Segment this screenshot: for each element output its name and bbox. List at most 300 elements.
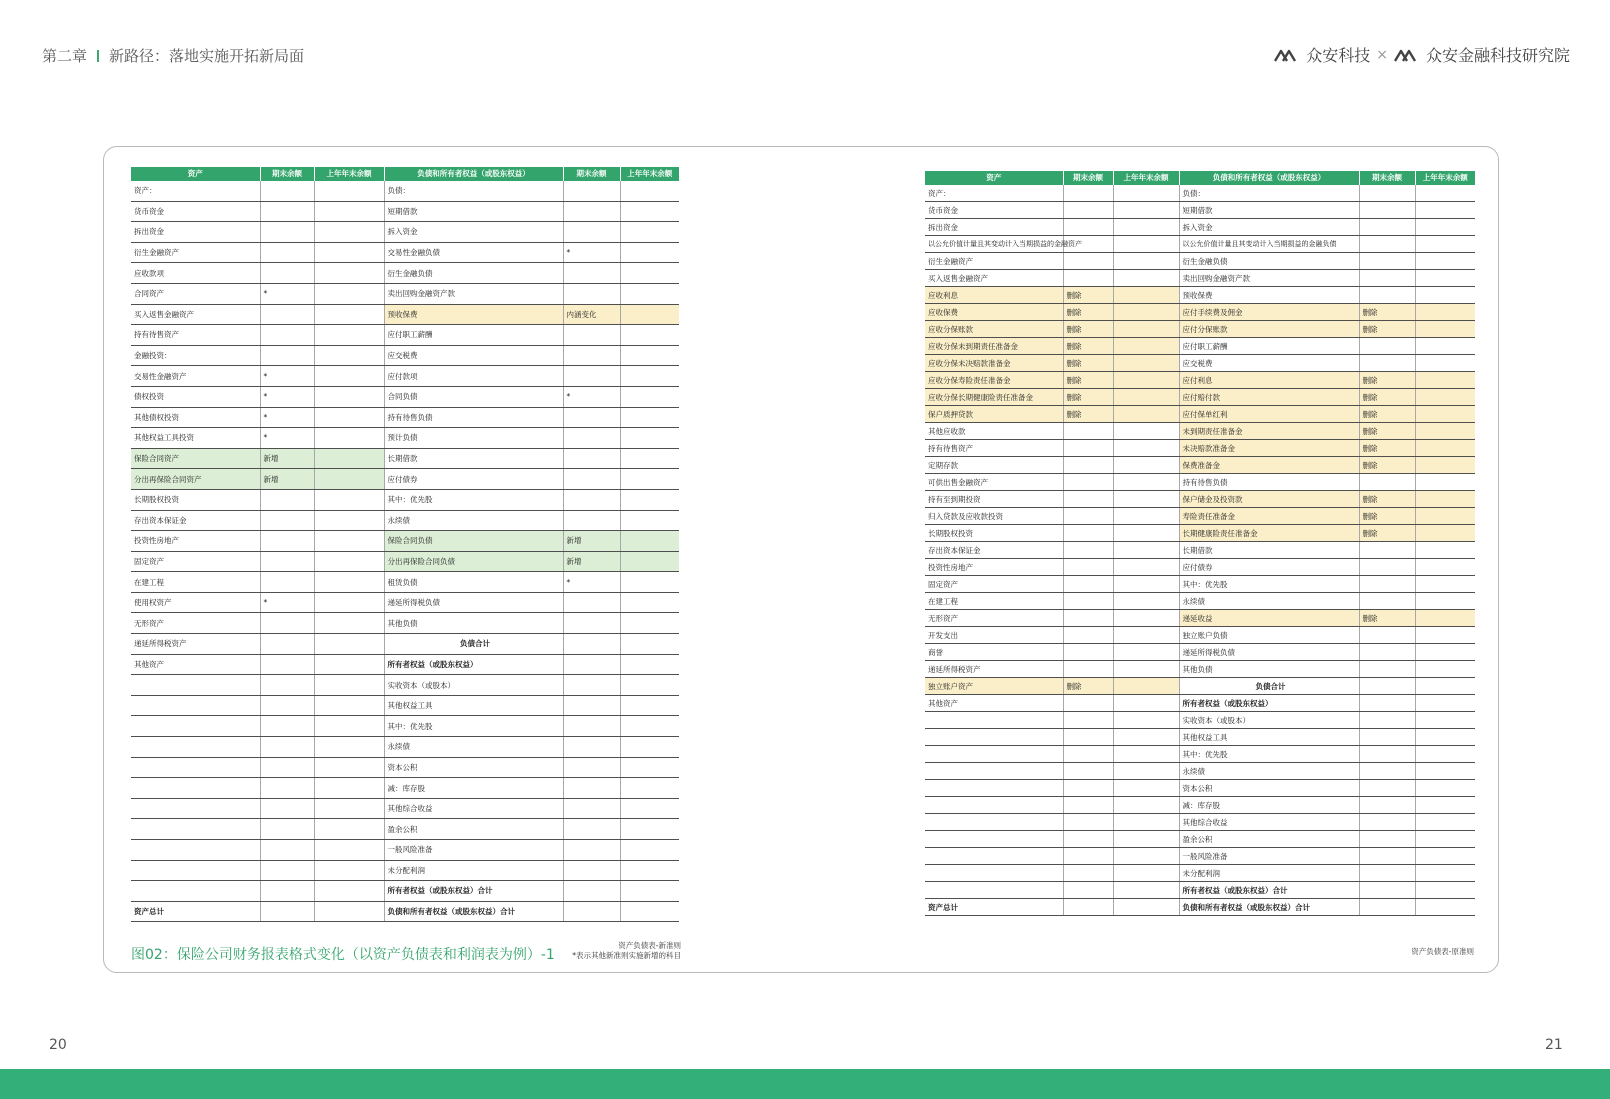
- table-cell: [1063, 695, 1113, 712]
- table-row: [925, 440, 1475, 457]
- table-cell: [1113, 525, 1179, 542]
- table-cell: [1415, 712, 1475, 729]
- table-cell: [1113, 304, 1179, 321]
- table-cell: [260, 716, 314, 737]
- table-cell: [620, 737, 679, 758]
- table-cell: [1359, 831, 1415, 848]
- table-cell: [131, 737, 260, 758]
- table-cell: [1415, 389, 1475, 406]
- table-row: [925, 287, 1475, 304]
- table-cell: [563, 222, 620, 243]
- table-cell: [1113, 593, 1179, 610]
- table-row: [925, 610, 1475, 627]
- table-cell: 新增: [260, 448, 314, 469]
- table-cell: 使用权资产: [131, 592, 260, 613]
- table-row: [131, 860, 679, 881]
- table-row: [131, 654, 679, 675]
- table-cell: [1063, 423, 1113, 440]
- table-row: [131, 840, 679, 861]
- column-header: 资产: [925, 171, 1063, 185]
- table-cell: [314, 283, 384, 304]
- table-cell: [620, 778, 679, 799]
- table-cell: [1415, 372, 1475, 389]
- column-header: 期末余额: [563, 167, 620, 181]
- table-cell: 长期股权投资: [131, 489, 260, 510]
- table-cell: [1113, 661, 1179, 678]
- page-number-left: 20: [49, 1037, 67, 1053]
- table-cell: 寿险责任准备金: [1179, 508, 1359, 525]
- table-row: [131, 675, 679, 696]
- table-cell: [1359, 678, 1415, 695]
- table-cell: [1113, 559, 1179, 576]
- table-cell: 短期借款: [384, 201, 563, 222]
- table-cell: 删除: [1359, 423, 1415, 440]
- table-cell: [1415, 236, 1475, 253]
- table-cell: [1415, 423, 1475, 440]
- table-cell: [563, 181, 620, 201]
- table-row: [131, 695, 679, 716]
- table-cell: [1063, 440, 1113, 457]
- table-cell: [1113, 491, 1179, 508]
- table-cell: [260, 778, 314, 799]
- table-cell: 应交税费: [1179, 355, 1359, 372]
- table-row: [131, 345, 679, 366]
- table-cell: 一般风险准备: [1179, 848, 1359, 865]
- table-row: [925, 661, 1475, 678]
- table-cell: [563, 469, 620, 490]
- table-cell: [314, 819, 384, 840]
- table-cell: [563, 448, 620, 469]
- table-cell: [260, 798, 314, 819]
- column-header: 负债和所有者权益（或股东权益）: [1179, 171, 1359, 185]
- table-cell: [260, 345, 314, 366]
- table-cell: [1415, 814, 1475, 831]
- table-cell: [314, 181, 384, 201]
- left-table-source-note: 资产负债表-新准则: [618, 941, 681, 950]
- table-cell: [260, 675, 314, 696]
- table-cell: 实收资本（或股本）: [384, 675, 563, 696]
- table-cell: 预计负债: [384, 428, 563, 449]
- table-cell: [620, 345, 679, 366]
- table-cell: [1359, 729, 1415, 746]
- table-row: [925, 746, 1475, 763]
- table-row: [925, 576, 1475, 593]
- table-cell: 未分配利润: [384, 860, 563, 881]
- table-header-row: [131, 167, 679, 181]
- table-cell: [1415, 406, 1475, 423]
- table-cell: [1113, 253, 1179, 270]
- table-cell: [260, 757, 314, 778]
- table-cell: 以公允价值计量且其变动计入当期损益的金融负债: [1179, 236, 1359, 253]
- table-cell: [131, 860, 260, 881]
- table-cell: 应收分保账款: [925, 321, 1063, 338]
- brand-zhongan-tech: 众安科技: [1306, 46, 1371, 65]
- table-cell: [620, 304, 679, 325]
- table-cell: [131, 798, 260, 819]
- table-cell: 应收分保未决赔款准备金: [925, 355, 1063, 372]
- table-cell: [1063, 559, 1113, 576]
- table-cell: 持有待售资产: [925, 440, 1063, 457]
- table-cell: [260, 181, 314, 201]
- table-cell: [260, 201, 314, 222]
- table-cell: [260, 819, 314, 840]
- table-cell: [563, 489, 620, 510]
- table-cell: [620, 881, 679, 902]
- table-cell: 应付利息: [1179, 372, 1359, 389]
- table-cell: [1113, 287, 1179, 304]
- table-cell: 应收保费: [925, 304, 1063, 321]
- table-cell: 预收保费: [1179, 287, 1359, 304]
- table-cell: 卖出回购金融资产款: [384, 283, 563, 304]
- table-cell: [620, 572, 679, 593]
- table-cell: [1359, 661, 1415, 678]
- table-cell: [1113, 440, 1179, 457]
- table-cell: 衍生金融资产: [925, 253, 1063, 270]
- table-row: [925, 865, 1475, 882]
- table-cell: [620, 222, 679, 243]
- table-row: [925, 848, 1475, 865]
- table-cell: [1415, 610, 1475, 627]
- table-cell: [1359, 712, 1415, 729]
- table-row: [925, 508, 1475, 525]
- table-cell: [314, 345, 384, 366]
- table-cell: [563, 283, 620, 304]
- table-cell: 所有者权益（或股东权益）: [384, 654, 563, 675]
- table-row: [925, 219, 1475, 236]
- table-cell: 未到期责任准备金: [1179, 423, 1359, 440]
- table-cell: [563, 819, 620, 840]
- table-cell: 其中：优先股: [1179, 576, 1359, 593]
- table-cell: 持有待售负债: [1179, 474, 1359, 491]
- table-cell: [260, 695, 314, 716]
- table-cell: [1113, 678, 1179, 695]
- chapter-header: [42, 45, 304, 66]
- table-row: [925, 729, 1475, 746]
- table-cell: [131, 716, 260, 737]
- zhongan-logo-icon: [1274, 47, 1300, 63]
- table-cell: [1063, 644, 1113, 661]
- table-row: [925, 559, 1475, 576]
- table-cell: 衍生金融负债: [384, 263, 563, 284]
- table-cell: [1063, 185, 1113, 202]
- table-cell: *: [260, 592, 314, 613]
- table-row: [925, 321, 1475, 338]
- table-cell: 其他负债: [384, 613, 563, 634]
- table-cell: [1359, 780, 1415, 797]
- table-cell: [1359, 797, 1415, 814]
- table-cell: 拆出资金: [131, 222, 260, 243]
- table-row: [131, 283, 679, 304]
- table-cell: [1359, 865, 1415, 882]
- table-cell: 所有者权益（或股东权益）合计: [1179, 882, 1359, 899]
- table-cell: 租赁负债: [384, 572, 563, 593]
- table-cell: 其他资产: [925, 695, 1063, 712]
- column-header: 上年年末余额: [1415, 171, 1475, 185]
- table-cell: [563, 263, 620, 284]
- table-cell: [1359, 695, 1415, 712]
- table-cell: [1063, 474, 1113, 491]
- table-row: [131, 613, 679, 634]
- table-cell: 删除: [1359, 372, 1415, 389]
- table-cell: 应付债券: [1179, 559, 1359, 576]
- table-cell: 负债合计: [1179, 678, 1359, 695]
- left-table-asterisk-note: *表示其他新准则实施新增的科目: [572, 951, 681, 960]
- table-cell: [1113, 202, 1179, 219]
- table-cell: [1415, 763, 1475, 780]
- table-cell: [1359, 185, 1415, 202]
- table-cell: 货币资金: [131, 201, 260, 222]
- table-cell: [1415, 491, 1475, 508]
- table-cell: 交易性金融负债: [384, 242, 563, 263]
- table-cell: [1063, 746, 1113, 763]
- table-cell: [314, 448, 384, 469]
- table-cell: 资产总计: [131, 901, 260, 922]
- table-row: [131, 901, 679, 922]
- table-cell: 其他应收款: [925, 423, 1063, 440]
- table-cell: [260, 263, 314, 284]
- table-cell: [1063, 831, 1113, 848]
- table-cell: [260, 222, 314, 243]
- table-cell: [314, 654, 384, 675]
- table-cell: [314, 263, 384, 284]
- table-cell: [1063, 780, 1113, 797]
- brand-institute: 众安金融科技研究院: [1425, 46, 1570, 65]
- table-cell: [1359, 848, 1415, 865]
- table-cell: [1415, 627, 1475, 644]
- table-cell: [1063, 219, 1113, 236]
- table-cell: 商誉: [925, 644, 1063, 661]
- table-cell: 金融投资：: [131, 345, 260, 366]
- table-row: [131, 201, 679, 222]
- table-cell: [1113, 219, 1179, 236]
- table-cell: [563, 860, 620, 881]
- table-cell: [1359, 644, 1415, 661]
- table-row: [925, 406, 1475, 423]
- table-cell: [925, 848, 1063, 865]
- table-cell: [620, 201, 679, 222]
- table-cell: [1359, 746, 1415, 763]
- table-cell: [1359, 542, 1415, 559]
- table-cell: 删除: [1063, 678, 1113, 695]
- table-cell: [131, 695, 260, 716]
- table-cell: [314, 531, 384, 552]
- table-cell: [1113, 644, 1179, 661]
- table-cell: [1415, 185, 1475, 202]
- table-row: [131, 737, 679, 758]
- table-cell: [620, 325, 679, 346]
- table-cell: 实收资本（或股本）: [1179, 712, 1359, 729]
- table-cell: 所有者权益（或股东权益）: [1179, 695, 1359, 712]
- table-cell: [1359, 559, 1415, 576]
- table-cell: 资产：: [925, 185, 1063, 202]
- table-cell: [1415, 202, 1475, 219]
- table-cell: [1113, 508, 1179, 525]
- table-cell: 合同资产: [131, 283, 260, 304]
- table-cell: 长期健康险责任准备金: [1179, 525, 1359, 542]
- table-cell: [925, 763, 1063, 780]
- table-row: [925, 338, 1475, 355]
- table-cell: 删除: [1063, 287, 1113, 304]
- table-cell: [1359, 236, 1415, 253]
- table-cell: 保险合同负债: [384, 531, 563, 552]
- table-row: [131, 881, 679, 902]
- table-row: [131, 469, 679, 490]
- table-cell: [1113, 338, 1179, 355]
- table-row: [131, 634, 679, 655]
- table-cell: [1415, 559, 1475, 576]
- table-cell: 独立账户资产: [925, 678, 1063, 695]
- column-header: 上年年末余额: [620, 167, 679, 181]
- table-cell: 删除: [1359, 508, 1415, 525]
- table-row: [925, 797, 1475, 814]
- table-row: [925, 423, 1475, 440]
- table-row: [925, 627, 1475, 644]
- table-cell: [563, 654, 620, 675]
- table-cell: [1415, 355, 1475, 372]
- table-cell: [1415, 508, 1475, 525]
- table-cell: [563, 428, 620, 449]
- table-cell: [563, 778, 620, 799]
- table-cell: 其中：优先股: [1179, 746, 1359, 763]
- table-cell: 无形资产: [131, 613, 260, 634]
- table-cell: [620, 407, 679, 428]
- table-cell: [1113, 542, 1179, 559]
- table-cell: [1063, 882, 1113, 899]
- table-cell: 应付款项: [384, 366, 563, 387]
- table-cell: 其他权益工具投资: [131, 428, 260, 449]
- table-cell: [620, 242, 679, 263]
- table-cell: 资产总计: [925, 899, 1063, 916]
- table-cell: [1063, 270, 1113, 287]
- table-cell: 长期借款: [384, 448, 563, 469]
- table-cell: 归入贷款及应收款投资: [925, 508, 1063, 525]
- table-cell: [314, 222, 384, 243]
- table-cell: [314, 407, 384, 428]
- table-cell: [1359, 287, 1415, 304]
- column-header: 负债和所有者权益（或股东权益）: [384, 167, 563, 181]
- table-cell: [563, 345, 620, 366]
- table-cell: [563, 757, 620, 778]
- table-cell: [260, 901, 314, 922]
- table-cell: 交易性金融资产: [131, 366, 260, 387]
- table-cell: [1113, 865, 1179, 882]
- column-header: 期末余额: [260, 167, 314, 181]
- table-cell: [1113, 457, 1179, 474]
- table-cell: [1113, 270, 1179, 287]
- table-cell: [314, 695, 384, 716]
- table-row: [131, 778, 679, 799]
- table-cell: 拆出资金: [925, 219, 1063, 236]
- table-cell: 负债合计: [384, 634, 563, 655]
- table-cell: [1113, 355, 1179, 372]
- table-cell: [1359, 338, 1415, 355]
- table-cell: [1359, 627, 1415, 644]
- table-cell: 递延所得税资产: [131, 634, 260, 655]
- table-cell: [260, 325, 314, 346]
- table-cell: [260, 242, 314, 263]
- table-cell: [1113, 780, 1179, 797]
- table-cell: [563, 592, 620, 613]
- table-cell: [620, 860, 679, 881]
- section-title: 新路径：落地实施开拓新局面: [109, 47, 305, 65]
- brand-separator: ×: [1376, 46, 1388, 63]
- table-cell: 应收利息: [925, 287, 1063, 304]
- table-cell: [314, 881, 384, 902]
- table-cell: 应付债券: [384, 469, 563, 490]
- table-row: [925, 270, 1475, 287]
- table-cell: [925, 831, 1063, 848]
- table-cell: [1415, 899, 1475, 916]
- table-row: [131, 448, 679, 469]
- table-row: [131, 531, 679, 552]
- table-cell: [563, 407, 620, 428]
- table-cell: 存出资本保证金: [925, 542, 1063, 559]
- table-cell: 在建工程: [131, 572, 260, 593]
- table-row: [131, 304, 679, 325]
- table-cell: [620, 386, 679, 407]
- table-cell: [1113, 882, 1179, 899]
- table-row: [925, 695, 1475, 712]
- table-cell: [260, 531, 314, 552]
- table-row: [925, 763, 1475, 780]
- table-cell: [260, 613, 314, 634]
- table-cell: [314, 366, 384, 387]
- table-cell: 应付职工薪酬: [1179, 338, 1359, 355]
- table-cell: [1359, 219, 1415, 236]
- table-cell: 删除: [1063, 321, 1113, 338]
- table-cell: 可供出售金融资产: [925, 474, 1063, 491]
- table-cell: [314, 201, 384, 222]
- table-cell: 拆入资金: [1179, 219, 1359, 236]
- table-cell: 删除: [1063, 372, 1113, 389]
- zhongan-institute-logo-icon: [1394, 47, 1420, 63]
- table-cell: [314, 510, 384, 531]
- table-cell: [620, 181, 679, 201]
- table-cell: [1359, 593, 1415, 610]
- table-cell: 一般风险准备: [384, 840, 563, 861]
- table-cell: [1415, 644, 1475, 661]
- balance-sheet-new-standard: [131, 167, 679, 922]
- table-cell: 固定资产: [925, 576, 1063, 593]
- table-cell: [1063, 797, 1113, 814]
- table-cell: [314, 489, 384, 510]
- table-cell: [1415, 440, 1475, 457]
- table-cell: 其他资产: [131, 654, 260, 675]
- table-cell: 递延所得税资产: [925, 661, 1063, 678]
- table-row: [131, 242, 679, 263]
- table-cell: [620, 819, 679, 840]
- table-cell: 持有待售资产: [131, 325, 260, 346]
- table-cell: [1063, 848, 1113, 865]
- table-cell: [1415, 882, 1475, 899]
- table-cell: [314, 716, 384, 737]
- table-cell: [131, 778, 260, 799]
- table-cell: 保户质押贷款: [925, 406, 1063, 423]
- table-cell: 其他权益工具: [1179, 729, 1359, 746]
- table-cell: [314, 325, 384, 346]
- table-cell: [1113, 474, 1179, 491]
- right-table-source-note: 资产负债表-原准则: [1411, 947, 1474, 956]
- table-cell: [260, 737, 314, 758]
- table-cell: [1415, 542, 1475, 559]
- table-cell: [620, 592, 679, 613]
- table-cell: 在建工程: [925, 593, 1063, 610]
- table-cell: [1415, 593, 1475, 610]
- table-cell: [1415, 576, 1475, 593]
- table-cell: 长期借款: [1179, 542, 1359, 559]
- table-row: [131, 386, 679, 407]
- table-cell: 固定资产: [131, 551, 260, 572]
